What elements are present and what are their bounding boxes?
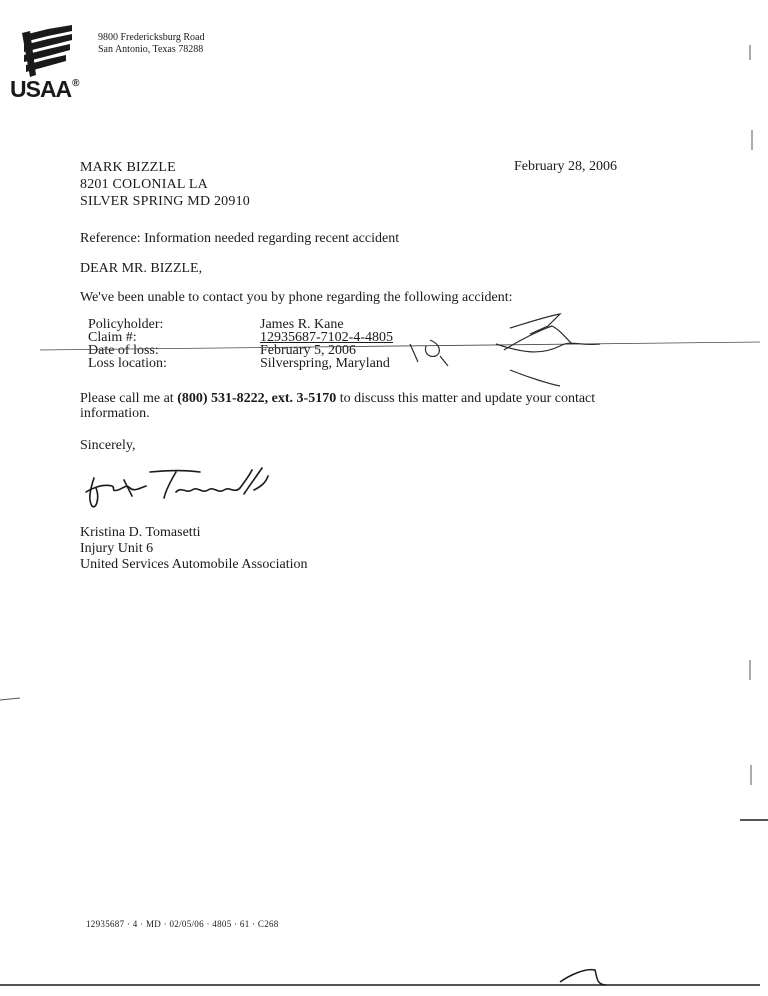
- recipient-street: 8201 COLONIAL LA: [80, 177, 208, 192]
- detail-value: Silverspring, Maryland: [260, 356, 390, 371]
- recipient-block: [80, 159, 250, 210]
- usaa-wordmark: USAA®: [10, 76, 79, 102]
- accident-details: [88, 318, 393, 370]
- usaa-eagle-logo-icon: [20, 25, 76, 81]
- handwritten-signature: [86, 468, 268, 507]
- detail-label: Date of loss:: [88, 343, 159, 358]
- recipient-name: MARK BIZZLE: [80, 160, 176, 175]
- detail-value: 12935687-7102-4-4805: [260, 330, 393, 345]
- signer-unit: Injury Unit 6: [80, 541, 154, 556]
- salutation: DEAR MR. BIZZLE,: [80, 261, 203, 276]
- address-line-2: San Antonio, Texas 78288: [98, 44, 204, 55]
- signer-name: Kristina D. Tomasetti: [80, 525, 201, 540]
- footer-reference-code: 12935687 · 4 · MD · 02/05/06 · 4805 · 61 · C268: [86, 919, 279, 929]
- recipient-city: SILVER SPRING MD 20910: [80, 194, 250, 209]
- contact-paragraph: [80, 391, 660, 421]
- phone-number: (800) 531-8222, ext. 3-5170: [177, 391, 337, 406]
- closing: Sincerely,: [80, 438, 136, 453]
- detail-row-loss-location: [88, 357, 393, 370]
- reference-line: Reference: Information needed regarding recent accident: [80, 231, 400, 246]
- signature-block: [80, 525, 307, 573]
- detail-label: Loss location:: [88, 356, 167, 371]
- letterhead-address: [98, 32, 204, 56]
- scan-edge-lines: [0, 970, 760, 985]
- detail-label: Claim #:: [88, 330, 137, 345]
- intro-paragraph: We've been unable to contact you by phone regarding the following accident:: [80, 290, 513, 305]
- contact-text-after: to discuss this matter and update your contact information.: [80, 391, 596, 421]
- contact-text-before: Please call me at: [80, 391, 178, 406]
- address-line-1: 9800 Fredericksburg Road: [98, 32, 205, 43]
- detail-label: Policyholder:: [88, 317, 164, 332]
- signer-org: United Services Automobile Association: [80, 557, 308, 572]
- detail-value: James R. Kane: [260, 317, 344, 332]
- letter-date: February 28, 2006: [514, 159, 618, 174]
- detail-value: February 5, 2006: [260, 343, 357, 358]
